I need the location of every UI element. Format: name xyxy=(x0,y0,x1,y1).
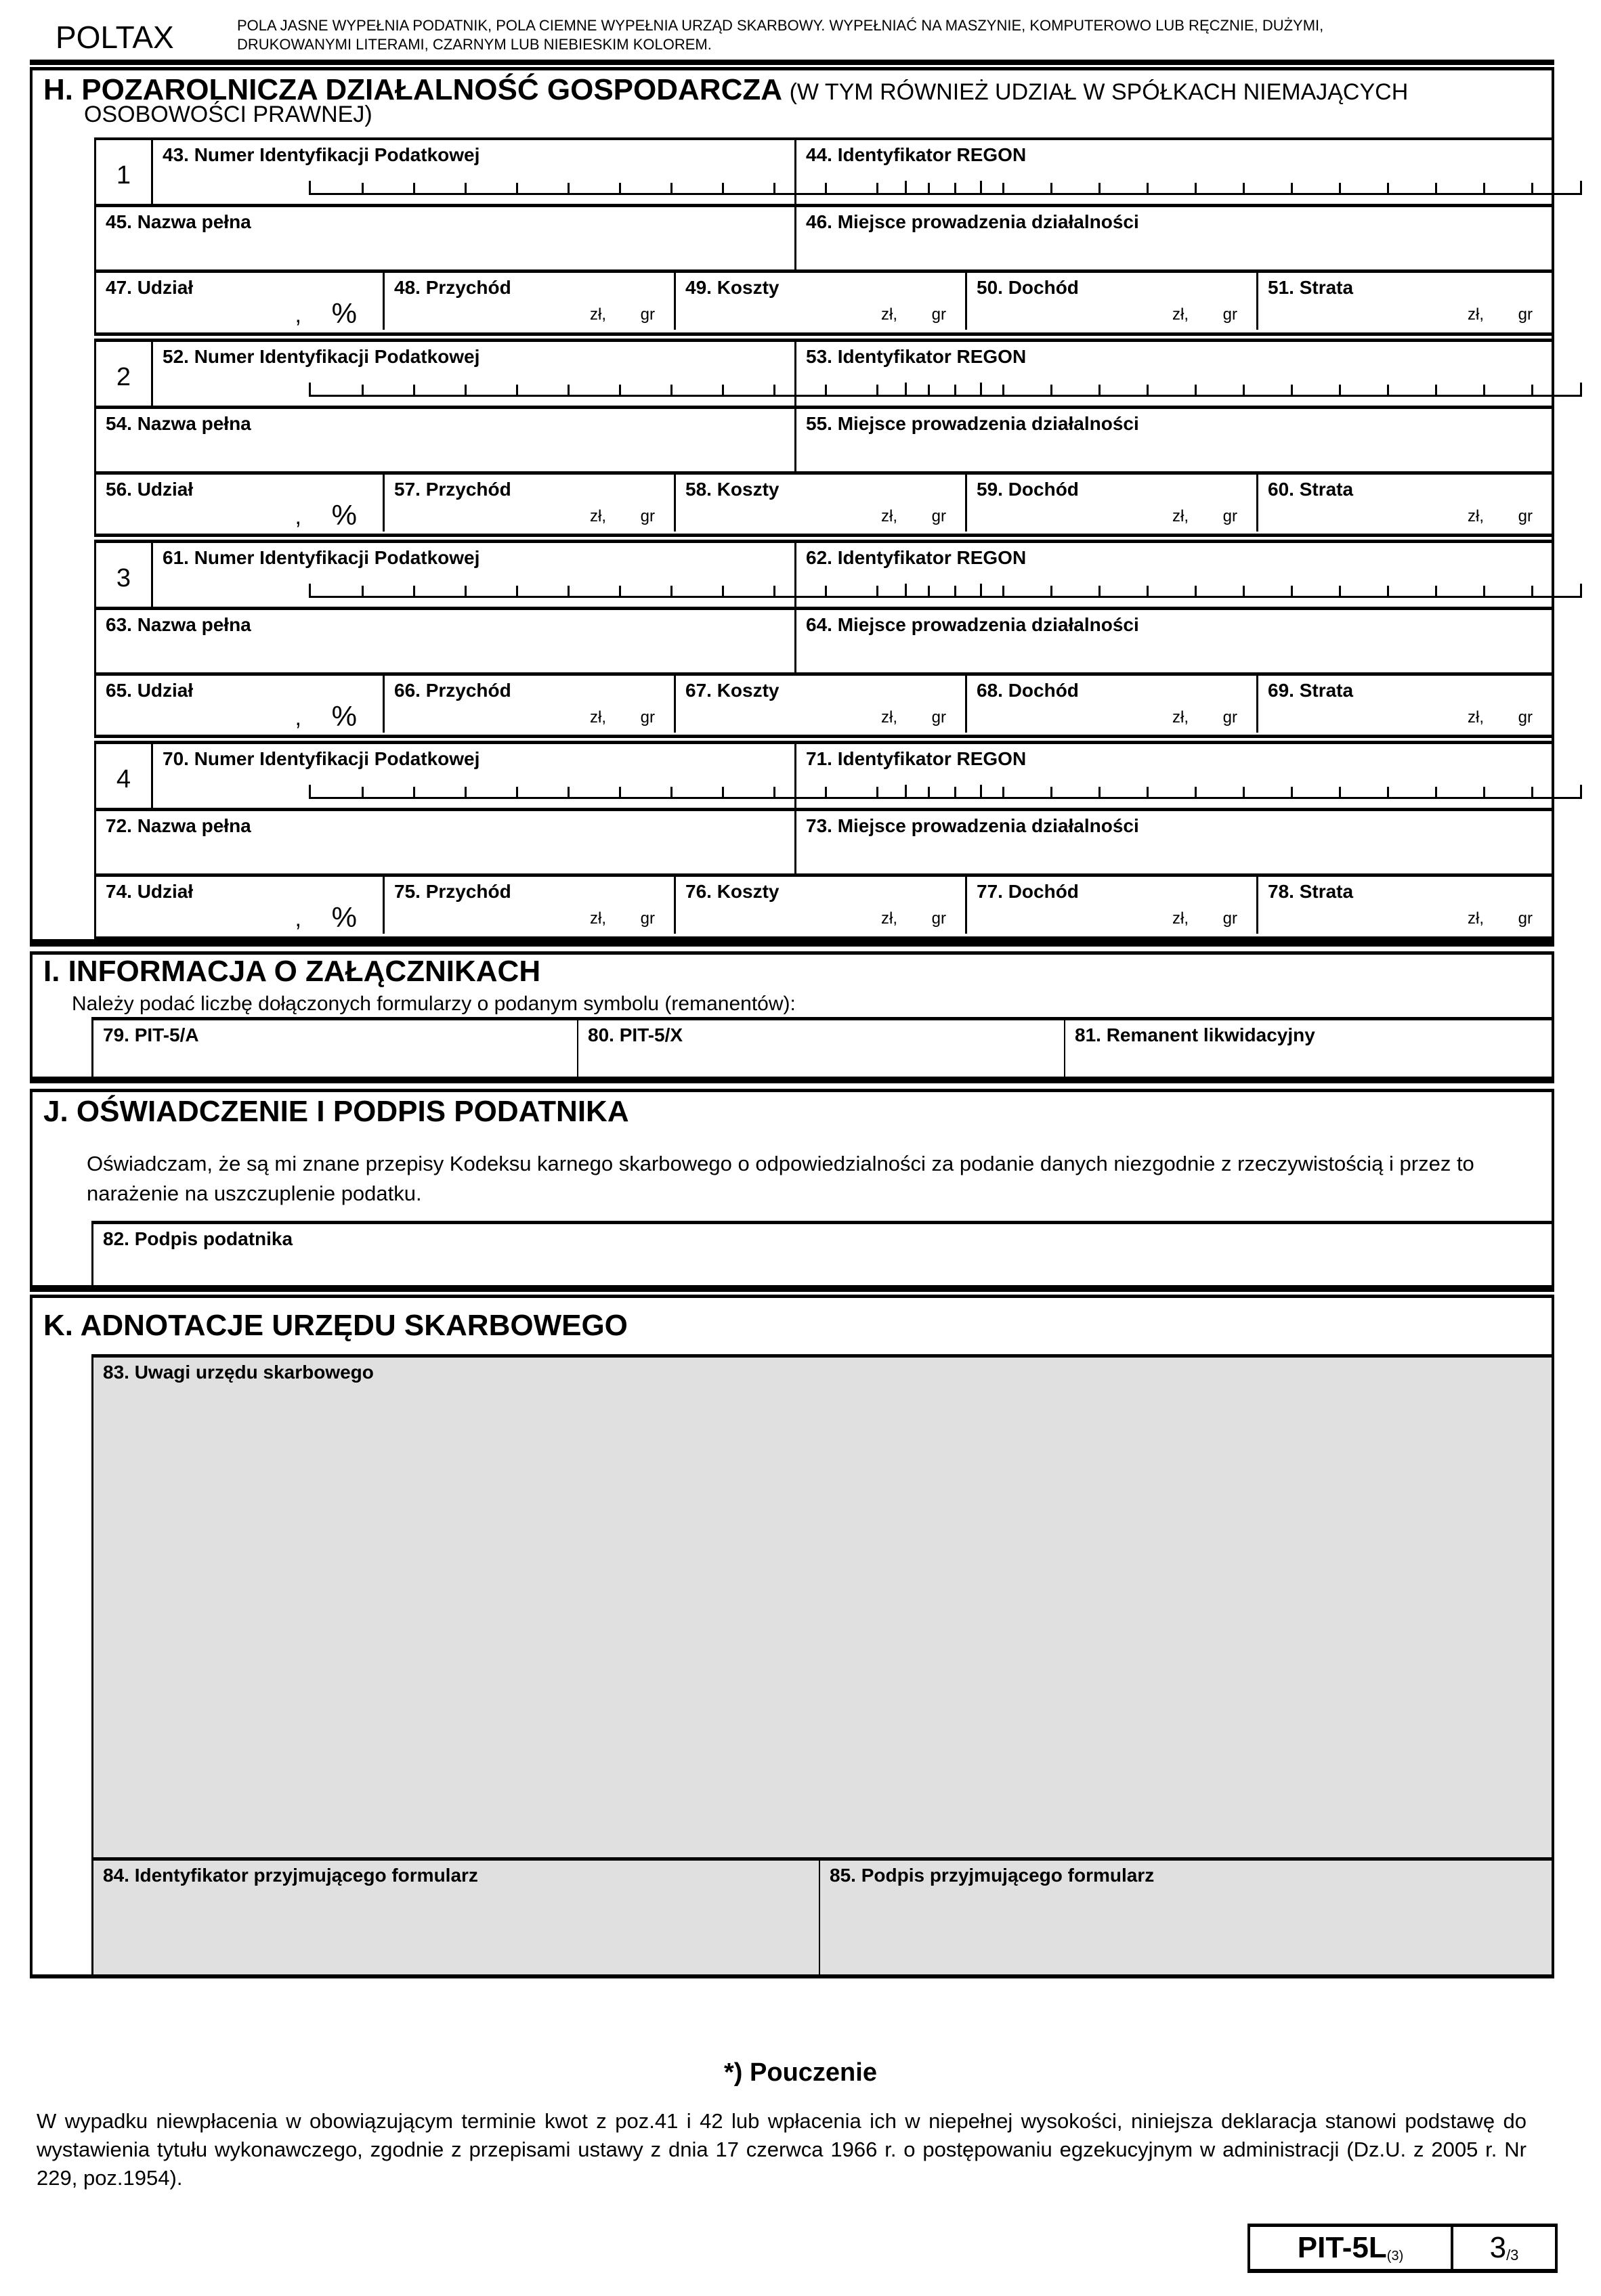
comb-tick xyxy=(516,787,518,799)
grosz-unit: gr xyxy=(640,305,655,324)
block-separator xyxy=(94,735,1552,738)
percent-sign: % xyxy=(331,901,357,933)
field-label: 70. Numer Identyfikacji Podatkowej xyxy=(163,748,480,769)
form-variant: (3) xyxy=(1386,2249,1404,2263)
field-label: 79. PIT-5/A xyxy=(103,1024,199,1045)
field-label: 74. Udział xyxy=(106,881,194,902)
field-label: 71. Identyfikator REGON xyxy=(806,748,1027,769)
fill-instructions xyxy=(237,16,1524,54)
full-name-field[interactable] xyxy=(96,207,796,269)
share-field[interactable] xyxy=(96,273,385,330)
percent-sign: % xyxy=(331,297,357,329)
comb-tick xyxy=(1195,787,1197,799)
comb-tick xyxy=(1147,787,1149,799)
comb-tick xyxy=(1195,586,1197,598)
zloty-unit: zł, xyxy=(1468,708,1484,727)
field-label: 54. Nazwa pełna xyxy=(106,413,251,434)
field-label: 48. Przychód xyxy=(394,277,511,298)
grosz-unit: gr xyxy=(1518,507,1533,525)
share-field[interactable] xyxy=(96,475,385,532)
comb-tick xyxy=(465,183,467,195)
field-label: 72. Nazwa pełna xyxy=(106,815,251,836)
nip-field[interactable] xyxy=(153,342,796,406)
zloty-unit: zł, xyxy=(590,507,606,525)
share-field[interactable] xyxy=(96,877,385,934)
comb-tick xyxy=(516,183,518,195)
comb-tick xyxy=(954,385,956,397)
comb-tick xyxy=(413,787,415,799)
field-label: 46. Miejsce prowadzenia działalności xyxy=(806,211,1139,232)
page-current: 3 xyxy=(1489,2231,1507,2264)
full-name-field[interactable] xyxy=(96,610,796,672)
income-field[interactable] xyxy=(967,273,1258,330)
zloty-unit: zł, xyxy=(590,909,606,928)
loss-field[interactable] xyxy=(1258,877,1552,934)
comb-tick xyxy=(1147,183,1149,195)
costs-field[interactable] xyxy=(676,877,967,934)
regon-field[interactable] xyxy=(796,543,1552,607)
field-label: 80. PIT-5/X xyxy=(588,1024,683,1045)
comb-tick xyxy=(722,787,724,799)
comb-tick xyxy=(1147,586,1149,598)
field-label: 76. Koszty xyxy=(685,881,780,902)
business-place-field[interactable] xyxy=(796,610,1552,672)
zloty-unit: zł, xyxy=(1172,708,1189,727)
comb-tick xyxy=(413,183,415,195)
comb-tick xyxy=(465,787,467,799)
revenue-field[interactable] xyxy=(385,475,676,532)
grosz-unit: gr xyxy=(1222,305,1237,324)
comb-tick xyxy=(1291,586,1293,598)
declaration-text: Oświadczam, że są mi znane przepisy Kodeksu karnego skarbowego o odpowiedzialności za podanie danych niezgodnie z rzeczywistością i przez to narażenie na uszczuplenie podatku. xyxy=(87,1152,1474,1205)
section-i xyxy=(30,951,1554,1082)
comb-tick xyxy=(619,586,621,598)
field-83-office-remarks[interactable] xyxy=(93,1358,1552,1859)
field-label: 75. Przychód xyxy=(394,881,511,902)
comb-tick xyxy=(1243,183,1245,195)
grosz-unit: gr xyxy=(1518,305,1533,324)
field-label: 45. Nazwa pełna xyxy=(106,211,251,232)
comb-tick xyxy=(773,183,775,195)
income-field[interactable] xyxy=(967,877,1258,934)
comb-tick xyxy=(722,586,724,598)
percent-sign: % xyxy=(331,700,357,732)
section-j xyxy=(30,1089,1554,1291)
nip-field[interactable] xyxy=(153,744,796,808)
nip-field[interactable] xyxy=(153,140,796,204)
comb-tick xyxy=(1098,586,1101,598)
section-divider xyxy=(30,939,1554,946)
comb-tick xyxy=(722,385,724,397)
section-h xyxy=(30,67,1554,947)
comb-tick xyxy=(1050,787,1052,799)
comb-tick xyxy=(1531,385,1533,397)
comb-tick xyxy=(954,183,956,195)
comb-tick xyxy=(1387,787,1389,799)
comb-tick xyxy=(670,787,673,799)
comb-tick xyxy=(1531,787,1533,799)
section-j-title: J. OŚWIADCZENIE I PODPIS PODATNIKA xyxy=(43,1095,629,1128)
field-80-pit5x[interactable] xyxy=(578,1020,1065,1079)
comb-tick xyxy=(362,586,364,598)
percent-sign: % xyxy=(331,499,357,531)
field-label: 62. Identyfikator REGON xyxy=(806,547,1027,568)
grosz-unit: gr xyxy=(1222,708,1237,727)
form-code-text: PIT-5L xyxy=(1297,2231,1387,2264)
comb-tick xyxy=(1050,586,1052,598)
costs-field[interactable] xyxy=(676,475,967,532)
comb-tick xyxy=(773,787,775,799)
comb-tick xyxy=(670,183,673,195)
poltax-brand: POLTAX xyxy=(56,20,174,55)
comb-tick xyxy=(1483,586,1485,598)
comb-tick xyxy=(619,385,621,397)
field-label: 47. Udział xyxy=(106,277,194,298)
zloty-unit: zł, xyxy=(1172,305,1189,324)
comb-tick xyxy=(362,787,364,799)
grosz-unit: gr xyxy=(931,305,946,324)
grosz-unit: gr xyxy=(1222,507,1237,525)
field-label: 52. Numer Identyfikacji Podatkowej xyxy=(163,346,480,367)
field-label: 66. Przychód xyxy=(394,680,511,701)
field-label: 55. Miejsce prowadzenia działalności xyxy=(806,413,1139,434)
comb-tick xyxy=(1483,385,1485,397)
page-total: /3 xyxy=(1506,2247,1519,2263)
grosz-unit: gr xyxy=(640,708,655,727)
field-label: 57. Przychód xyxy=(394,479,511,500)
section-k-title: K. ADNOTACJE URZĘDU SKARBOWEGO xyxy=(43,1309,628,1342)
comb-tick xyxy=(1291,787,1293,799)
comb-tick xyxy=(1291,385,1293,397)
revenue-field[interactable] xyxy=(385,676,676,733)
comb-tick xyxy=(568,586,570,598)
comb-tick xyxy=(954,586,956,598)
comb-tick xyxy=(1339,787,1341,799)
field-label: 84. Identyfikator przyjmującego formularz xyxy=(103,1865,478,1886)
zloty-unit: zł, xyxy=(881,305,897,324)
field-label: 83. Uwagi urzędu skarbowego xyxy=(103,1362,374,1383)
section-divider xyxy=(30,1285,1554,1292)
comb-tick xyxy=(1050,183,1052,195)
field-label: 63. Nazwa pełna xyxy=(106,614,251,635)
business-place-field[interactable] xyxy=(796,811,1552,873)
loss-field[interactable] xyxy=(1258,676,1552,733)
field-label: 67. Koszty xyxy=(685,680,780,701)
loss-field[interactable] xyxy=(1258,273,1552,330)
comb-tick xyxy=(670,385,673,397)
section-divider xyxy=(30,1077,1554,1083)
decimal-comma: , xyxy=(295,302,301,328)
zloty-unit: zł, xyxy=(881,507,897,525)
decimal-comma: , xyxy=(295,705,301,731)
zloty-unit: zł, xyxy=(1468,305,1484,324)
field-label: 61. Numer Identyfikacji Podatkowej xyxy=(163,547,480,568)
zloty-unit: zł, xyxy=(1172,909,1189,928)
section-h-title-text: H. POZAROLNICZA DZIAŁALNOŚĆ GOSPODARCZA xyxy=(43,73,782,106)
field-79-pit5a[interactable] xyxy=(93,1020,578,1079)
comb-tick xyxy=(1098,385,1101,397)
section-h-subtitle-cont: OSOBOWOŚCI PRAWNEJ) xyxy=(84,102,372,127)
zloty-unit: zł, xyxy=(1468,507,1484,525)
form-code xyxy=(1250,2227,1453,2269)
page-number xyxy=(1453,2227,1555,2269)
section-h-subtitle: (W TYM RÓWNIEŻ UDZIAŁ W SPÓŁKACH NIEMAJĄCYCH xyxy=(789,79,1409,105)
grosz-unit: gr xyxy=(640,909,655,928)
loss-field[interactable] xyxy=(1258,475,1552,532)
grosz-unit: gr xyxy=(931,909,946,928)
comb-tick xyxy=(1387,183,1389,195)
pouczenie-text: W wypadku niewpłacenia w obowiązującym terminie kwot z poz.41 i 42 lub wpłacenia ich w niepełnej wysokości, niniejsza deklaracja stanowi podstawę do wystawienia tytułu wykonawczego, zgodnie z przepisami ustawy z dnia 17 czerwca 1966 r. o postępowaniu egzekucyjnym w administracji (Dz.U. z 2005 r. Nr 229, poz.1954). xyxy=(37,2109,1527,2190)
nip-field[interactable] xyxy=(153,543,796,607)
comb-tick xyxy=(1435,385,1437,397)
decimal-comma: , xyxy=(295,906,301,932)
field-label: 59. Dochód xyxy=(977,479,1079,500)
regon-comb xyxy=(905,181,1582,195)
field-label: 56. Udział xyxy=(106,479,194,500)
block-index: 1 xyxy=(96,140,153,204)
grosz-unit: gr xyxy=(1222,909,1237,928)
grosz-unit: gr xyxy=(931,708,946,727)
comb-tick xyxy=(516,385,518,397)
field-84-receiver-id[interactable] xyxy=(93,1861,820,1974)
comb-tick xyxy=(1002,385,1004,397)
comb-tick xyxy=(1483,787,1485,799)
comb-tick xyxy=(1339,183,1341,195)
comb-tick xyxy=(1243,385,1245,397)
comb-tick xyxy=(568,183,570,195)
grosz-unit: gr xyxy=(1518,708,1533,727)
comb-tick xyxy=(1098,183,1101,195)
regon-field[interactable] xyxy=(796,342,1552,406)
zloty-unit: zł, xyxy=(881,909,897,928)
field-label: 73. Miejsce prowadzenia działalności xyxy=(806,815,1139,836)
top-rule xyxy=(30,60,1554,65)
comb-tick xyxy=(1387,385,1389,397)
field-label: 68. Dochód xyxy=(977,680,1079,701)
form-footer xyxy=(1247,2224,1558,2273)
comb-tick xyxy=(1531,183,1533,195)
field-label: 60. Strata xyxy=(1268,479,1354,500)
zloty-unit: zł, xyxy=(881,708,897,727)
section-i-title: I. INFORMACJA O ZAŁĄCZNIKACH xyxy=(43,955,541,988)
comb-tick xyxy=(1435,787,1437,799)
field-label: 53. Identyfikator REGON xyxy=(806,346,1027,367)
field-label: 78. Strata xyxy=(1268,881,1354,902)
comb-tick xyxy=(1002,586,1004,598)
section-i-note: Należy podać liczbę dołączonych formularzy o podanym symbolu (remanentów): xyxy=(72,993,796,1015)
field-label: 77. Dochód xyxy=(977,881,1079,902)
comb-tick xyxy=(568,787,570,799)
decimal-comma: , xyxy=(295,504,301,529)
full-name-field[interactable] xyxy=(96,811,796,873)
comb-tick xyxy=(465,586,467,598)
zloty-unit: zł, xyxy=(590,708,606,727)
field-label: 69. Strata xyxy=(1268,680,1354,701)
field-label: 85. Podpis przyjmującego formularz xyxy=(830,1865,1155,1886)
comb-tick xyxy=(1098,787,1101,799)
field-label: 65. Udział xyxy=(106,680,194,701)
comb-tick xyxy=(465,385,467,397)
pouczenie-title: *) Pouczenie xyxy=(724,2058,877,2087)
fill-instructions-line1: POLA JASNE WYPEŁNIA PODATNIK, POLA CIEMNE WYPEŁNIA URZĄD SKARBOWY. WYPEŁNIAĆ NA MASZYNIE, KOMPUTEROWO LUB RĘCZNIE, DUŻYMI, xyxy=(237,17,1324,34)
comb-tick xyxy=(1531,586,1533,598)
comb-tick xyxy=(954,787,956,799)
block-separator xyxy=(94,534,1552,537)
field-label: 58. Koszty xyxy=(685,479,780,500)
business-place-field[interactable] xyxy=(796,409,1552,471)
block-index: 2 xyxy=(96,342,153,406)
comb-tick xyxy=(1195,385,1197,397)
revenue-field[interactable] xyxy=(385,273,676,330)
comb-tick xyxy=(773,385,775,397)
comb-tick xyxy=(568,385,570,397)
comb-tick xyxy=(1435,586,1437,598)
income-field[interactable] xyxy=(967,475,1258,532)
comb-tick xyxy=(619,183,621,195)
block-index: 3 xyxy=(96,543,153,607)
costs-field[interactable] xyxy=(676,676,967,733)
zloty-unit: zł, xyxy=(1172,507,1189,525)
field-81-remanent[interactable] xyxy=(1065,1020,1552,1079)
zloty-unit: zł, xyxy=(590,305,606,324)
field-label: 43. Numer Identyfikacji Podatkowej xyxy=(163,144,480,165)
field-82-signature[interactable] xyxy=(93,1224,1552,1288)
grosz-unit: gr xyxy=(1518,909,1533,928)
comb-tick xyxy=(722,183,724,195)
comb-tick xyxy=(1243,586,1245,598)
comb-tick xyxy=(1243,787,1245,799)
full-name-field[interactable] xyxy=(96,409,796,471)
grosz-unit: gr xyxy=(931,507,946,525)
comb-tick xyxy=(670,586,673,598)
regon-field[interactable] xyxy=(796,140,1552,204)
field-label: 44. Identyfikator REGON xyxy=(806,144,1027,165)
comb-tick xyxy=(362,385,364,397)
regon-field[interactable] xyxy=(796,744,1552,808)
section-k xyxy=(30,1295,1554,1978)
revenue-field[interactable] xyxy=(385,877,676,934)
comb-tick xyxy=(1147,385,1149,397)
block-separator xyxy=(94,332,1552,336)
income-field[interactable] xyxy=(967,676,1258,733)
field-label: 51. Strata xyxy=(1268,277,1354,298)
regon-comb xyxy=(905,584,1582,598)
comb-tick xyxy=(773,586,775,598)
comb-tick xyxy=(619,787,621,799)
comb-tick xyxy=(1435,183,1437,195)
comb-tick xyxy=(1483,183,1485,195)
comb-tick xyxy=(1339,586,1341,598)
zloty-unit: zł, xyxy=(1468,909,1484,928)
comb-tick xyxy=(1195,183,1197,195)
comb-tick xyxy=(516,586,518,598)
business-place-field[interactable] xyxy=(796,207,1552,269)
field-label: 49. Koszty xyxy=(685,277,780,298)
comb-tick xyxy=(1002,787,1004,799)
grosz-unit: gr xyxy=(640,507,655,525)
field-label: 50. Dochód xyxy=(977,277,1079,298)
comb-tick xyxy=(362,183,364,195)
regon-comb xyxy=(905,383,1582,397)
comb-tick xyxy=(1050,385,1052,397)
comb-tick xyxy=(413,586,415,598)
field-label: 81. Remanent likwidacyjny xyxy=(1075,1024,1315,1045)
field-85-receiver-signature[interactable] xyxy=(820,1861,1552,1974)
comb-tick xyxy=(1291,183,1293,195)
costs-field[interactable] xyxy=(676,273,967,330)
comb-tick xyxy=(1002,183,1004,195)
block-index: 4 xyxy=(96,744,153,808)
comb-tick xyxy=(1387,586,1389,598)
regon-comb xyxy=(905,785,1582,799)
field-label: 64. Miejsce prowadzenia działalności xyxy=(806,614,1139,635)
comb-tick xyxy=(413,385,415,397)
share-field[interactable] xyxy=(96,676,385,733)
fill-instructions-line2: DRUKOWANYMI LITERAMI, CZARNYM LUB NIEBIESKIM KOLOREM. xyxy=(237,36,712,53)
comb-tick xyxy=(1339,385,1341,397)
field-label: 82. Podpis podatnika xyxy=(103,1228,293,1249)
